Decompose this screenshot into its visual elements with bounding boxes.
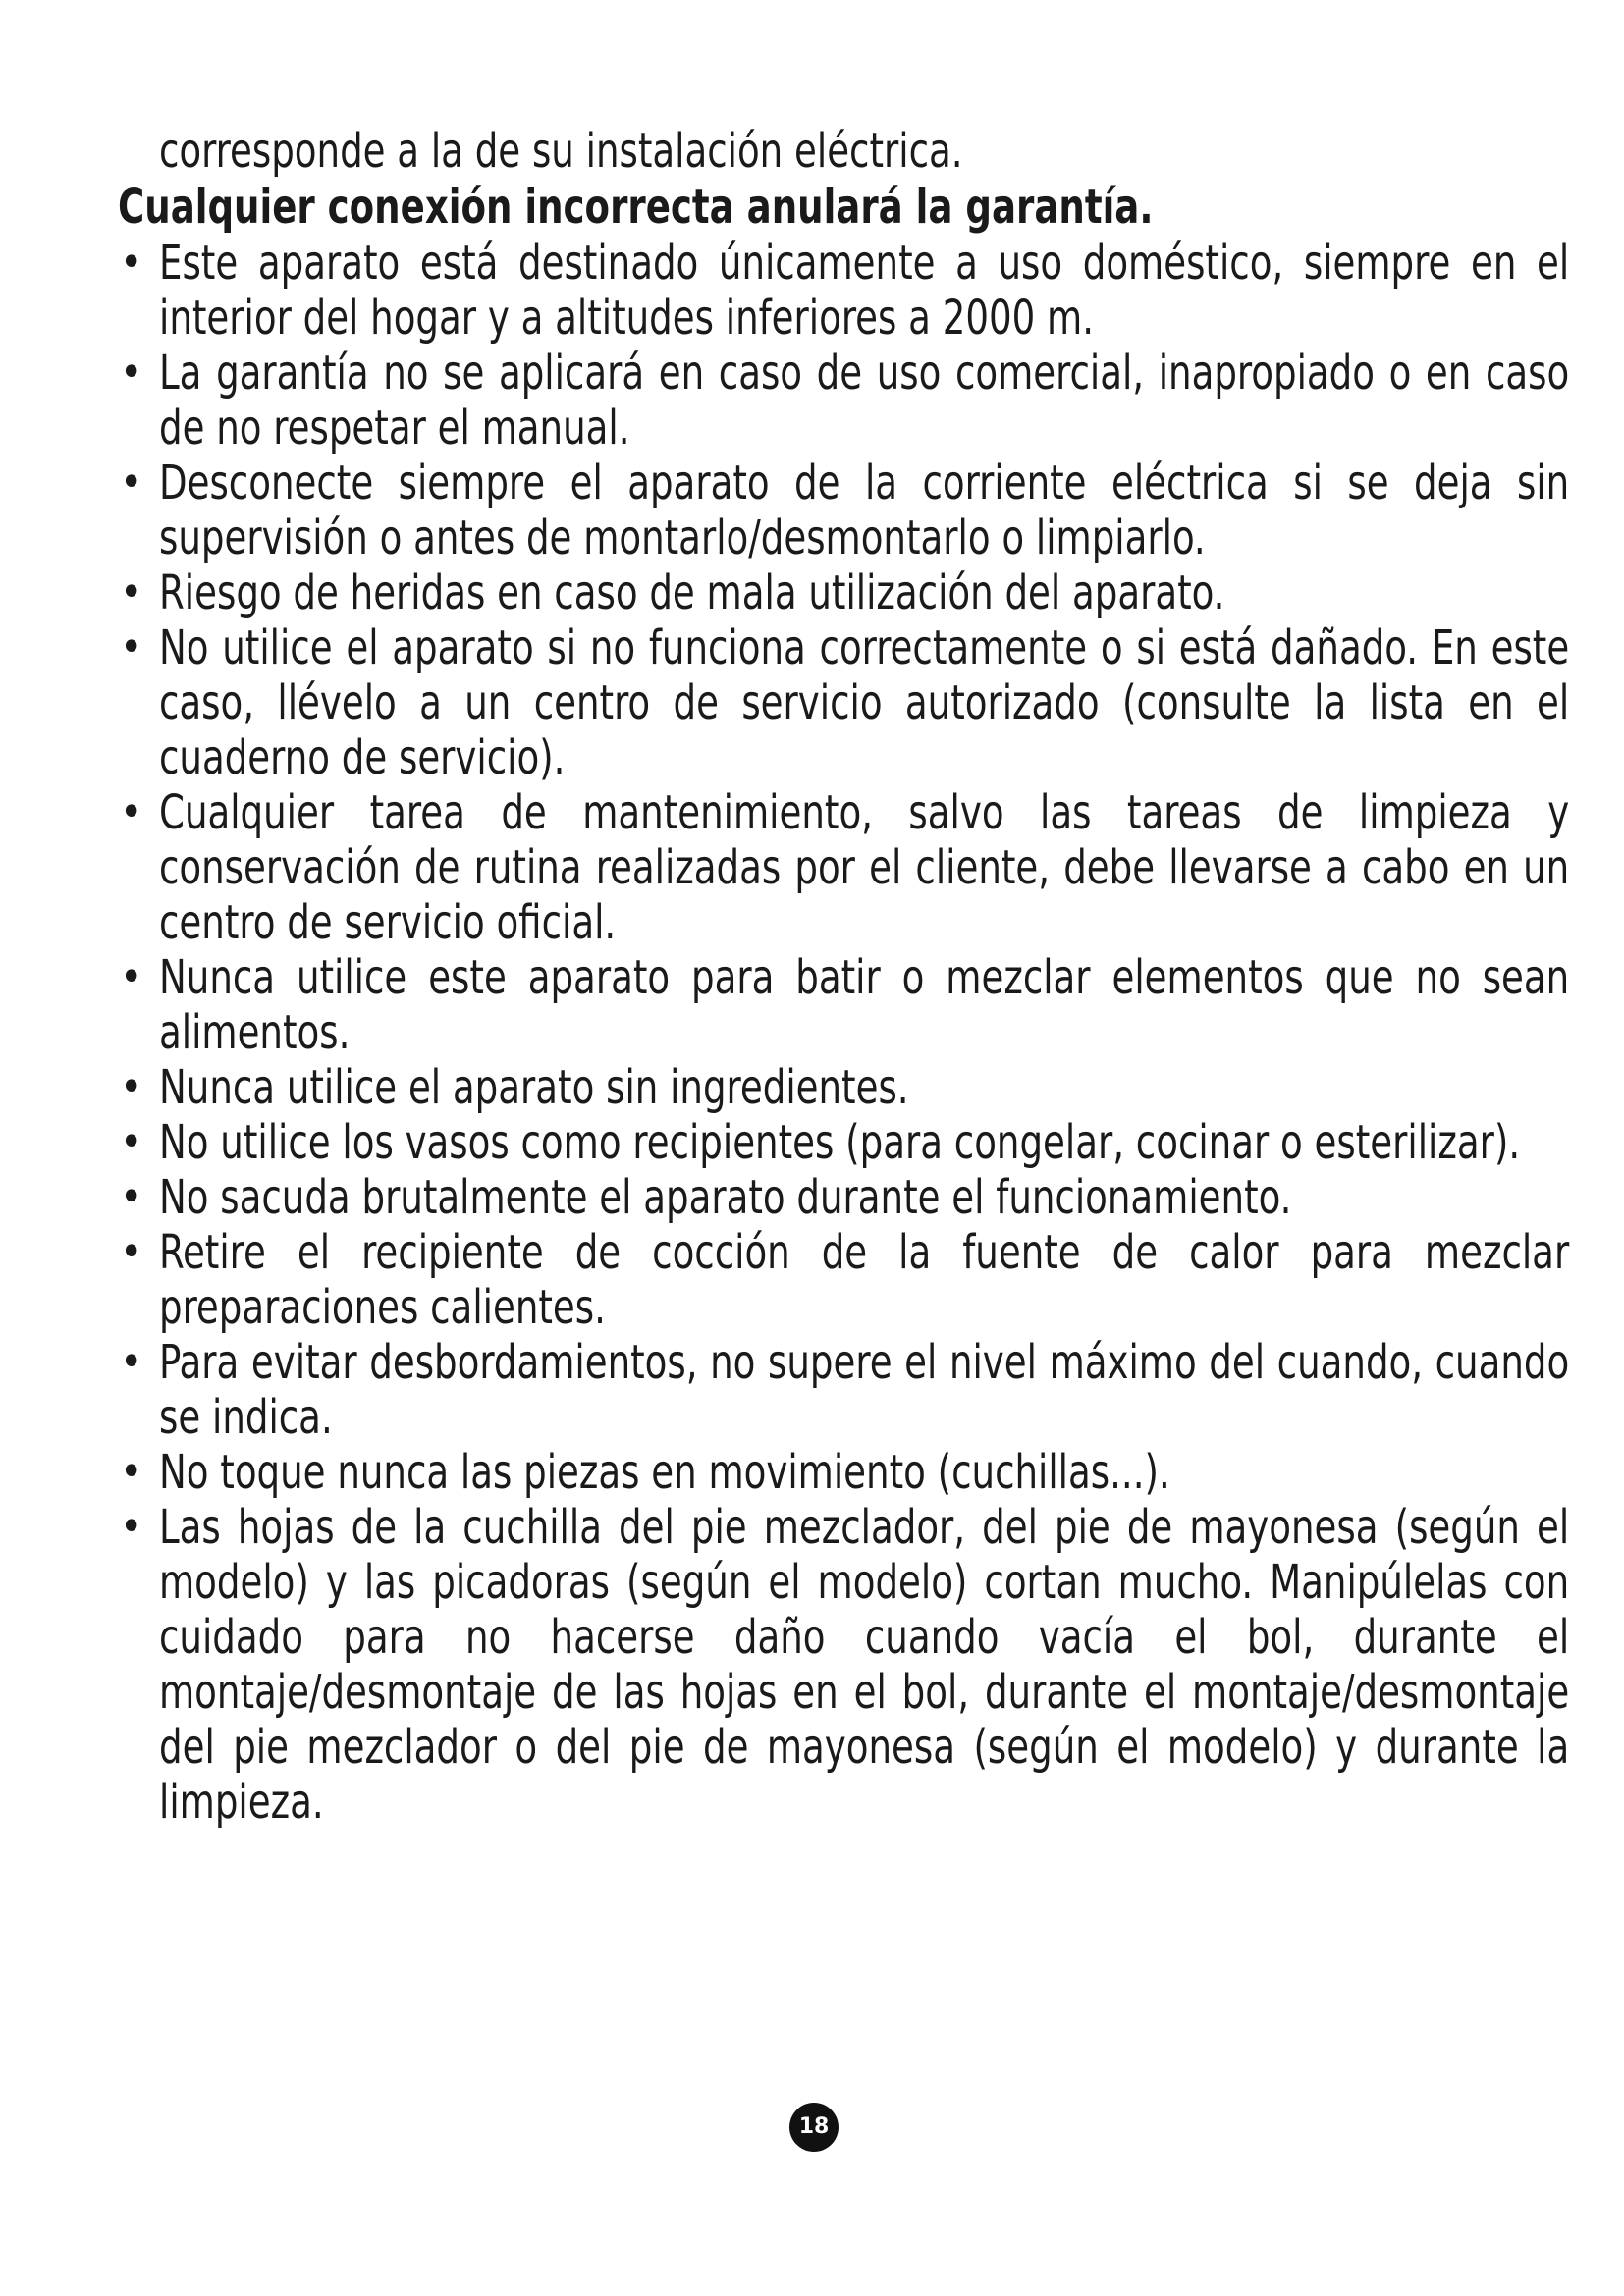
bullet-icon: • <box>120 1447 143 1497</box>
list-item-text: Este aparato está destinado únicamente a uso doméstico, siempre en el interior del hogar y a altitudes inferiores a 2000 m. <box>159 236 1570 346</box>
page-number-badge: 18 <box>789 2103 839 2152</box>
document-page <box>118 124 1571 1830</box>
bullet-icon: • <box>120 787 143 837</box>
warranty-warning: Cualquier conexión incorrecta anulará la garantía. <box>118 180 1154 235</box>
list-item <box>118 1500 1571 1830</box>
bullet-icon: • <box>120 457 143 507</box>
list-item <box>118 785 1571 950</box>
bullet-icon: • <box>120 1172 143 1222</box>
continuation-line: corresponde a la de su instalación eléctrica. <box>159 124 963 179</box>
list-item-text: No sacuda brutalmente el aparato durante el funcionamiento. <box>159 1170 1292 1225</box>
list-item <box>118 1170 1571 1225</box>
bullet-icon: • <box>120 238 143 288</box>
bullet-icon: • <box>120 622 143 672</box>
list-item <box>118 950 1571 1060</box>
list-item <box>118 455 1571 565</box>
list-item-text: Cualquier tarea de mantenimiento, salvo las tareas de limpieza y conservación de rutina realizadas por el cliente, debe llevarse a cabo en un centro de servicio oficial. <box>159 785 1570 950</box>
list-item-text: Nunca utilice este aparato para batir o mezclar elementos que no sean alimentos. <box>159 950 1570 1060</box>
list-item-text: No toque nunca las piezas en movimiento (cuchillas...). <box>159 1445 1170 1500</box>
bullet-icon: • <box>120 1337 143 1387</box>
list-item <box>118 565 1571 620</box>
bullet-icon: • <box>120 567 143 617</box>
safety-instructions-list <box>118 236 1571 1830</box>
list-item-text: No utilice el aparato si no funciona correctamente o si está dañado. En este caso, llévelo a un centro de servicio autorizado (consulte la lista en el cuaderno de servicio). <box>159 620 1570 785</box>
list-item-text: La garantía no se aplicará en caso de uso comercial, inapropiado o en caso de no respetar el manual. <box>159 346 1570 455</box>
list-item-text: Para evitar desbordamientos, no supere el nivel máximo del cuando, cuando se indica. <box>159 1335 1570 1445</box>
bullet-icon: • <box>120 1062 143 1112</box>
bullet-icon: • <box>120 952 143 1002</box>
list-item <box>118 1115 1571 1170</box>
list-item <box>118 236 1571 346</box>
list-item <box>118 1225 1571 1335</box>
list-item <box>118 1335 1571 1445</box>
list-item <box>118 346 1571 455</box>
list-item-text: No utilice los vasos como recipientes (para congelar, cocinar o esterilizar). <box>159 1115 1521 1170</box>
list-item <box>118 1060 1571 1115</box>
list-item-text: Desconecte siempre el aparato de la corriente eléctrica si se deja sin supervisión o antes de montarlo/desmontarlo o limpiarlo. <box>159 455 1570 565</box>
bullet-icon: • <box>120 1227 143 1277</box>
list-item-text: Las hojas de la cuchilla del pie mezclador, del pie de mayonesa (según el modelo) y las picadoras (según el modelo) cortan mucho. Manipúlelas con cuidado para no hacerse daño cuando vacía el bol, durante el montaje/desmontaje de las hojas en el bol, durante el montaje/desmontaje del pie mezclador o del pie de mayonesa (según el modelo) y durante la limpieza. <box>159 1500 1570 1830</box>
list-item <box>118 620 1571 785</box>
list-item-text: Riesgo de heridas en caso de mala utilización del aparato. <box>159 565 1225 620</box>
list-item-text: Nunca utilice el aparato sin ingredientes. <box>159 1060 909 1115</box>
bullet-icon: • <box>120 1502 143 1552</box>
list-item <box>118 1445 1571 1500</box>
bullet-icon: • <box>120 347 143 398</box>
list-item-text: Retire el recipiente de cocción de la fuente de calor para mezclar preparaciones calientes. <box>159 1225 1570 1335</box>
bullet-icon: • <box>120 1117 143 1167</box>
